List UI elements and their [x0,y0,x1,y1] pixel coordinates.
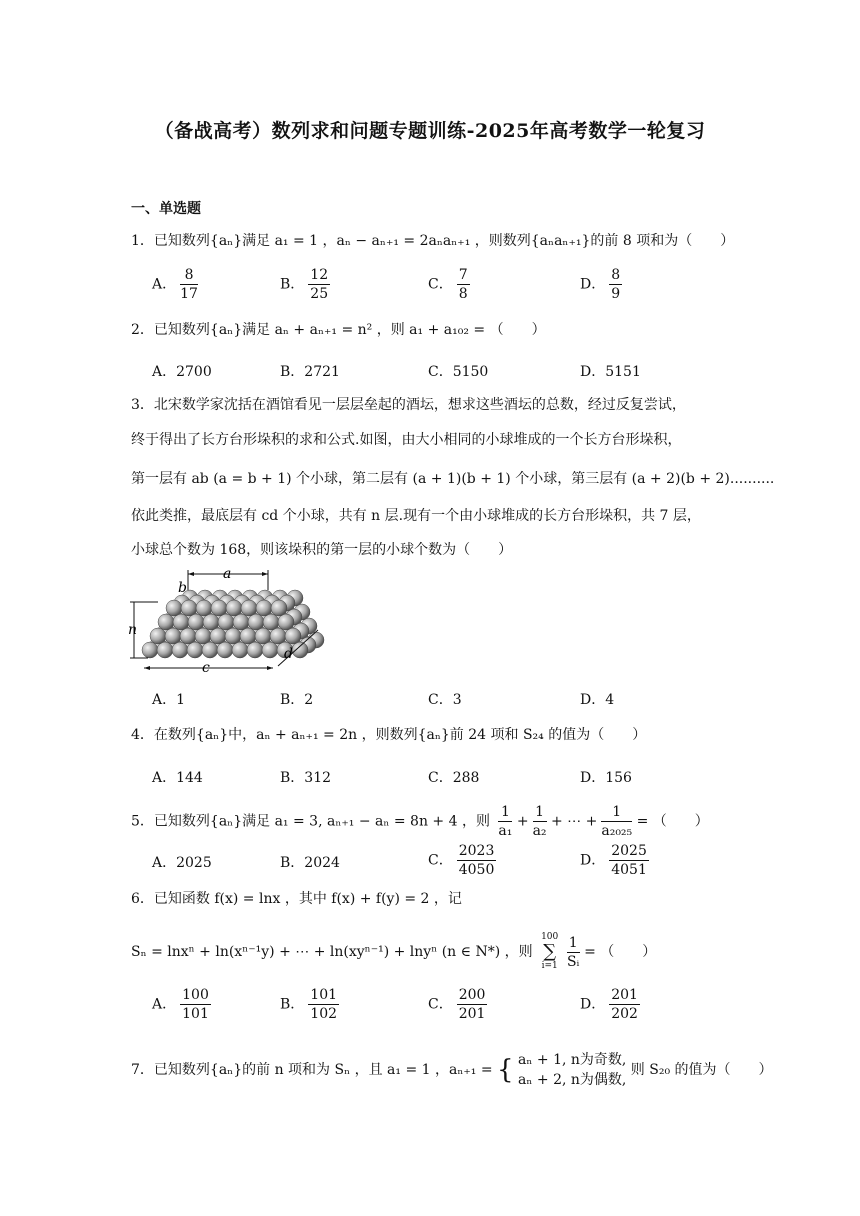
question-4: 4．在数列{aₙ}中，aₙ + aₙ₊₁ = 2n ，则数列{aₙ}前 24 项和 S₂₄ 的值为（ ） [131,727,647,743]
option-c[interactable]: C． $\frac{200}{201}$ [428,987,486,1022]
ball [150,628,166,644]
figure-label-d: d [284,646,293,662]
ball [217,642,233,658]
option-b[interactable]: B． $\frac{101}{102}$ [280,987,338,1022]
ball [172,642,188,658]
question-7: 7．已知数列{aₙ}的前 n 项和为 Sₙ ，且 a₁ = 1 ，aₙ₊₁ = { aₙ + 1, n为奇数, aₙ + 2, n为偶数, 则 S₂₀ 的值为（ ） [131,1052,773,1088]
ball [157,642,173,658]
question-3-line-4: 依此类推，最底层有 cd 个小球，共有 n 层.现有一个由小球堆成的长方台形垛积，共 7 层， [131,508,701,524]
ball [203,614,219,630]
question-3-line-3: 第一层有 ab (a = b + 1) 个小球，第二层有 (a + 1)(b + 1) 个小球，第三层有 (a + 2)(b + 2).......... [131,471,775,487]
question-5-options [152,842,752,882]
ball [173,614,189,630]
figure-label-a: a [223,566,232,582]
ball [285,628,301,644]
option-b[interactable]: B．2024 [280,855,340,871]
option-a[interactable]: A． $\frac{100}{101}$ [152,987,209,1022]
ball [247,642,263,658]
ball [226,600,242,616]
ball [218,614,234,630]
ball [262,642,278,658]
option-a[interactable]: A．2025 [152,855,212,871]
ball [248,614,264,630]
page-title: （备战高考）数列求和问题专题训练-2025年高考数学一轮复习 [154,120,706,142]
ball [165,628,181,644]
option-c[interactable]: C． $\frac{7}{8}$ [428,267,468,302]
ball [241,600,257,616]
ball [232,642,248,658]
ball [211,600,227,616]
case-odd: aₙ + 1, n为奇数, [518,1052,627,1068]
option-c[interactable]: C．3 [428,692,462,708]
option-d[interactable]: D．5151 [580,364,641,380]
question-6-options [152,986,752,1026]
stacked-balls-figure [128,566,328,676]
ball [233,614,249,630]
option-c[interactable]: C．288 [428,770,480,786]
figure-label-b: b [178,580,187,596]
option-a[interactable]: A． $\frac{8}{17}$ [152,267,198,302]
ball [202,642,218,658]
option-b[interactable]: B．312 [280,770,332,786]
ball [187,642,203,658]
question-6-line-1: 6．已知函数 f(x) = lnx ，其中 f(x) + f(y) = 2 ，记 [131,891,462,907]
ball [142,642,158,658]
question-3-options [152,689,752,729]
ball [263,614,279,630]
ball [240,628,256,644]
question-1: 1．已知数列{aₙ}满足 a₁ = 1 ，aₙ − aₙ₊₁ = 2aₙaₙ₊₁ ，则数列{aₙaₙ₊₁}的前 8 项和为（ ） [131,233,735,249]
option-a[interactable]: A．2700 [152,364,212,380]
ball [166,600,182,616]
ball [271,600,287,616]
case-even: aₙ + 2, n为偶数, [518,1072,627,1088]
option-d[interactable]: D．156 [580,770,632,786]
section-heading: 一、单选题 [131,201,201,217]
question-3-line-2: 终于得出了长方台形垛积的求和公式.如图，由大小相同的小球堆成的一个长方台形垛积， [131,432,682,448]
question-5: 5．已知数列{aₙ}满足 a₁ = 3, aₙ₊₁ − aₙ = 8n + 4 ，则 $\frac{1}{\text{a₁}}$ + $\frac{1}{\text{a₂}}$ + ⋯ + $\frac{1}{\text{a₂₀₂₅}}$ = （ ） [131,804,709,839]
option-a[interactable]: A．144 [152,770,203,786]
question-3-line-1: 3．北宋数学家沈括在酒馆看见一层层垒起的酒坛，想求这些酒坛的总数，经过反复尝试， [131,397,686,413]
ball [256,600,272,616]
ball [225,628,241,644]
question-2: 2．已知数列{aₙ}满足 aₙ + aₙ₊₁ = n² ，则 a₁ + a₁₀₂ = （ ） [131,322,546,338]
ball [196,600,212,616]
ball [181,600,197,616]
option-d[interactable]: D．4 [580,692,615,708]
option-c[interactable]: C．5150 [428,364,489,380]
figure-label-n: n [128,622,138,638]
ball [180,628,196,644]
option-c[interactable]: C． $\frac{2023}{4050}$ [428,843,495,878]
option-d[interactable]: D． $\frac{201}{202}$ [580,987,638,1022]
ball [188,614,204,630]
option-d[interactable]: D． $\frac{2025}{4051}$ [580,843,647,878]
option-b[interactable]: B．2 [280,692,314,708]
ball [158,614,174,630]
option-b[interactable]: B．2721 [280,364,340,380]
question-1-options [152,266,752,306]
option-d[interactable]: D． $\frac{8}{9}$ [580,267,621,302]
ball [292,642,308,658]
question-3-line-5: 小球总个数为 168，则该垛积的第一层的小球个数为（ ） [131,542,513,558]
question-6-line-2: Sₙ = lnxⁿ + ln(xⁿ⁻¹y) + ⋯ + ln(xyⁿ⁻¹) + lnyⁿ (n ∈ N*) ，则 100 ∑ i=1 $\frac{1}{\text{Sᵢ}}$ = （ ） [131,932,657,971]
question-4-options [152,767,752,807]
option-a[interactable]: A．1 [152,692,186,708]
ball [255,628,271,644]
ball [195,628,211,644]
ball [278,614,294,630]
ball [210,628,226,644]
option-b[interactable]: B． $\frac{12}{25}$ [280,267,329,302]
figure-label-c: c [202,660,210,676]
ball [270,628,286,644]
